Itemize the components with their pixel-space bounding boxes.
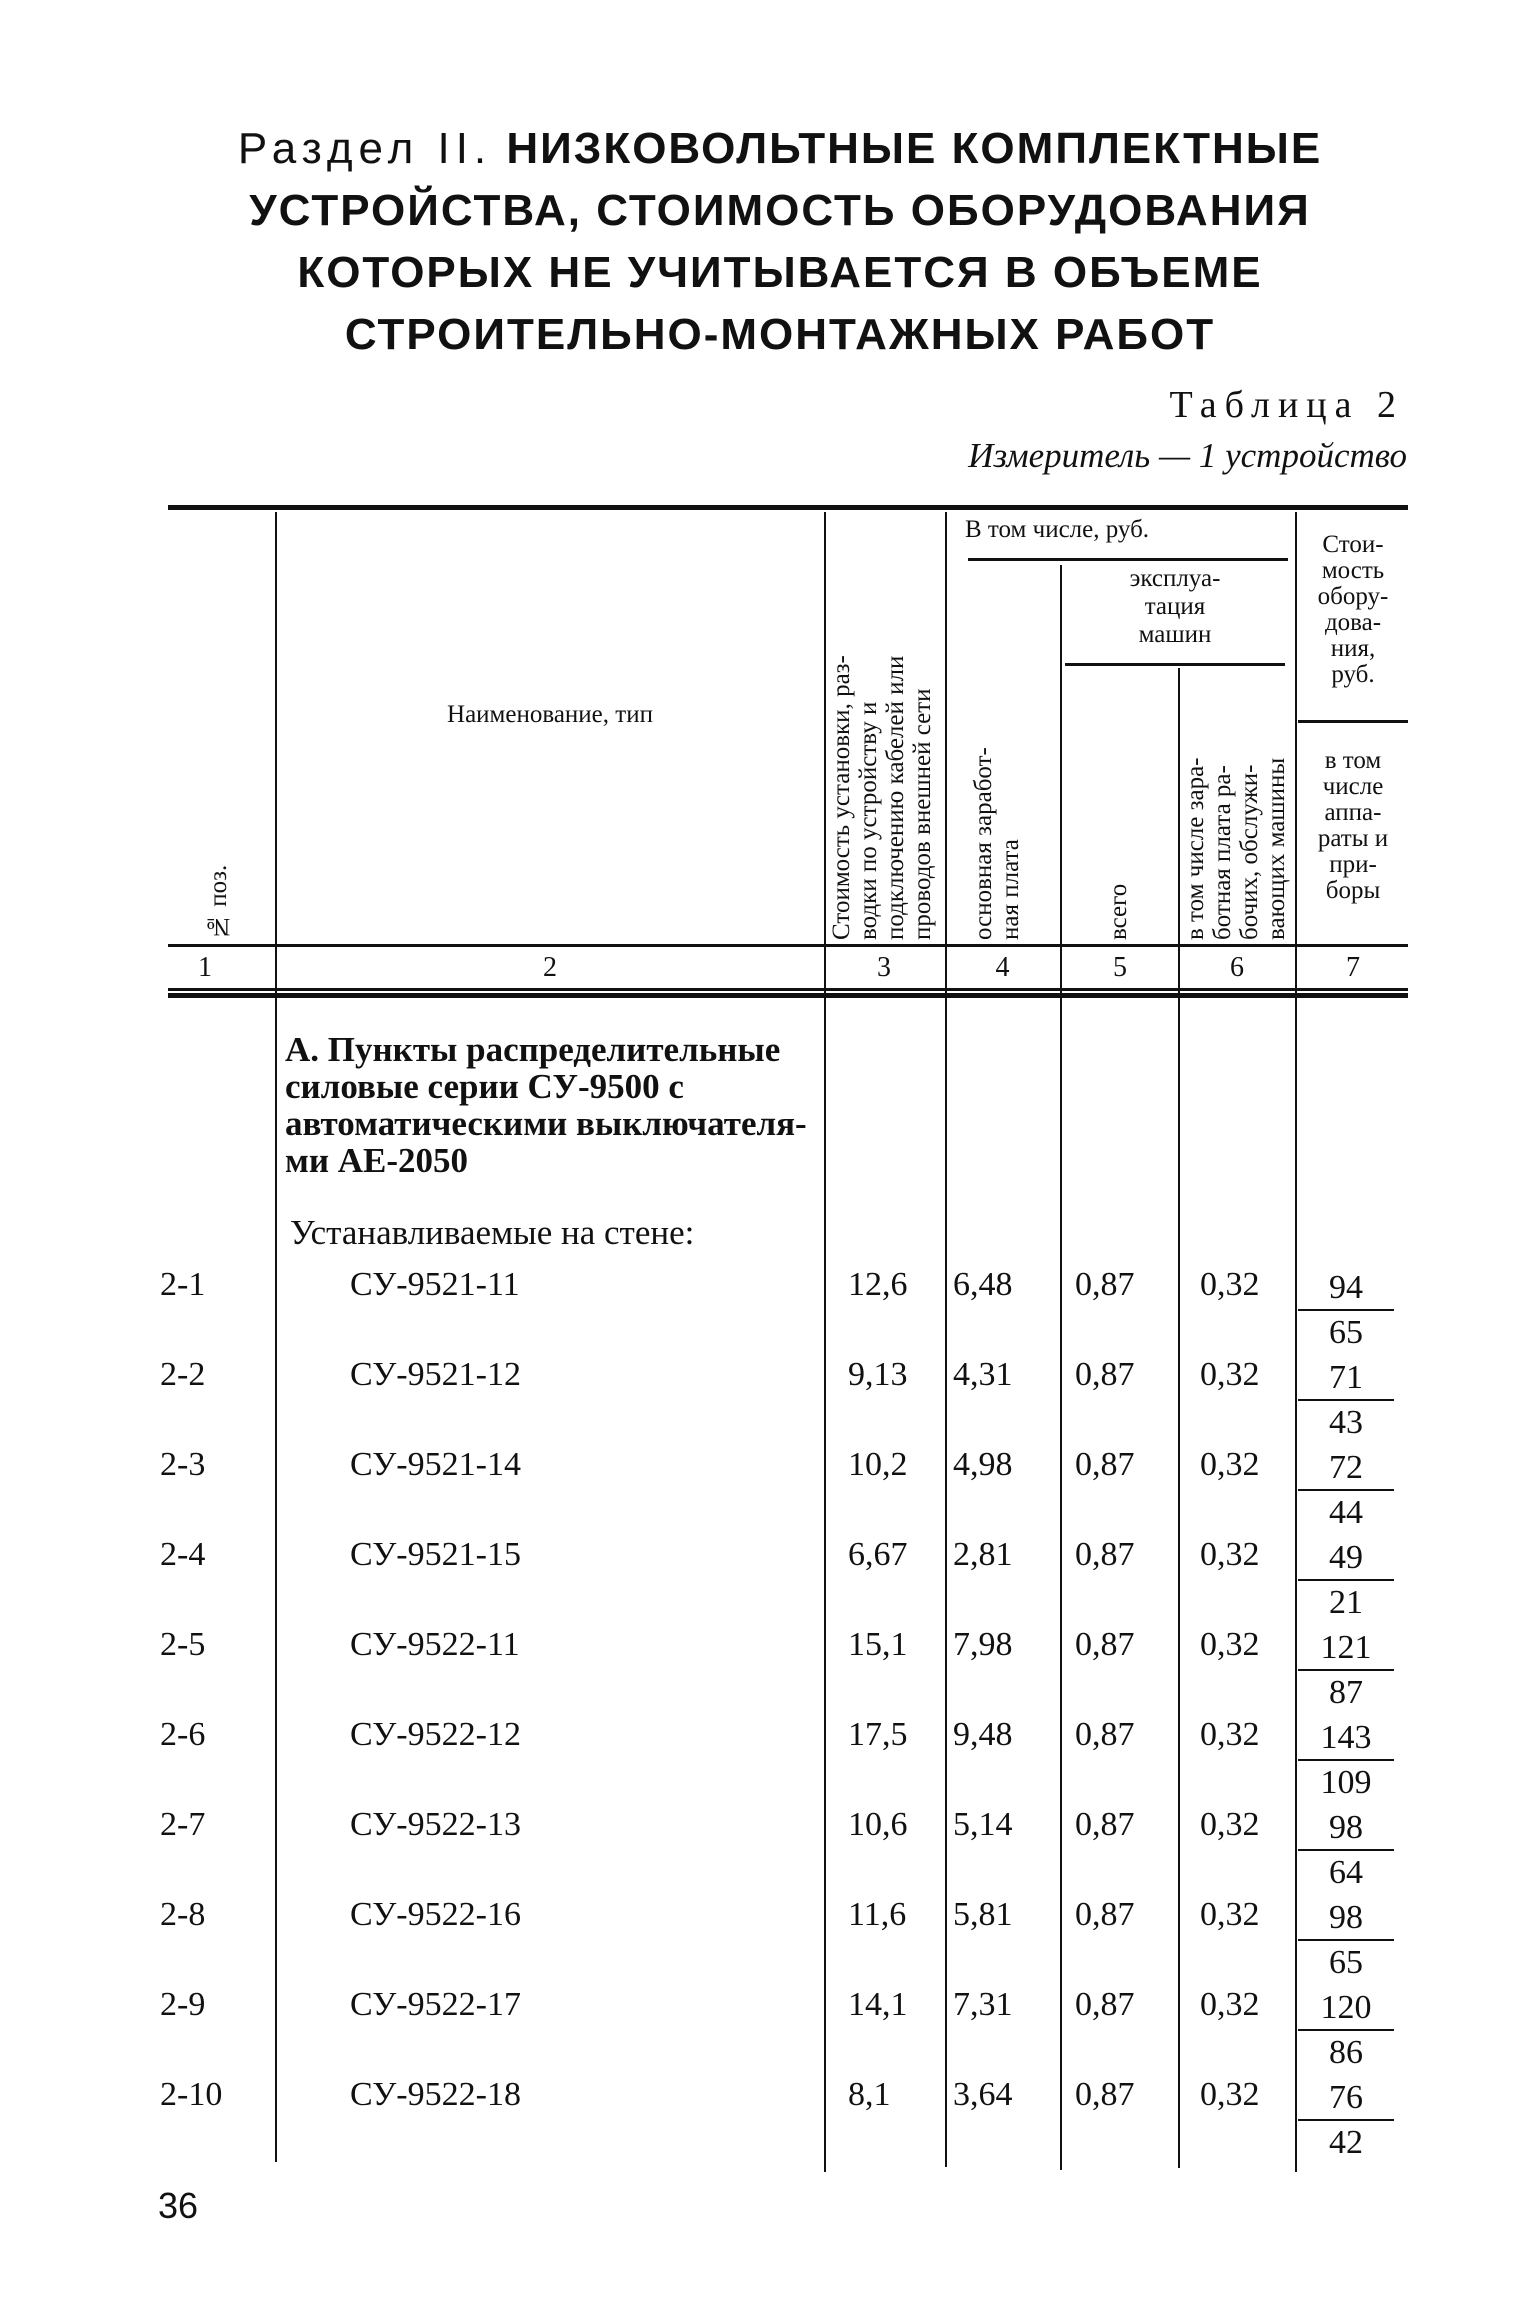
- colnum-top-rule: [168, 988, 1408, 991]
- header-operator-wage: в том числе зара- ботная плата ра- бочих, обслужи- вающих машины: [1182, 757, 1290, 940]
- table-row: [0, 1896, 1522, 1986]
- including-rule: [968, 558, 1288, 561]
- table-row: [0, 1986, 1522, 2076]
- row-machines-wage: 0,32: [1200, 1626, 1260, 1663]
- row-apparatus: 86: [1329, 2034, 1363, 2071]
- row-install: 8,1: [848, 2076, 891, 2113]
- row-wage: 4,31: [953, 1356, 1013, 1393]
- row-equipment: 49: [1298, 1536, 1394, 1581]
- row-equipment: 98: [1298, 1806, 1394, 1851]
- row-machines-wage: 0,32: [1200, 1896, 1260, 1933]
- row-equipment-fraction: [1298, 1356, 1394, 1444]
- group-title: А. Пункты распределительные силовые серии СУ-9500 с автоматическими выключателя-ми АЕ-2050: [285, 1030, 807, 1180]
- row-pos: 2-6: [160, 1716, 206, 1753]
- header-equipment-cost: Стои- мость обору- дова- ния, руб.: [1317, 531, 1389, 688]
- header-machines: эксплуа- тация машин: [1129, 565, 1221, 648]
- table-measure: Измеритель — 1 устройство: [968, 436, 1407, 475]
- table-row: [0, 1626, 1522, 1716]
- row-install: 17,5: [848, 1716, 908, 1753]
- page-number: 36: [158, 2185, 199, 2226]
- row-name: СУ-9522-11: [350, 1626, 520, 1663]
- header-base-wage: основная заработ- ная плата: [970, 747, 1024, 940]
- row-equipment-fraction: [1298, 1986, 1394, 2074]
- row-equipment: 98: [1298, 1896, 1394, 1941]
- row-machines-wage: 0,32: [1200, 1716, 1260, 1753]
- header-name: Наименование, тип: [447, 701, 653, 728]
- header-pos: № поз.: [205, 864, 232, 940]
- row-machines-total: 0,87: [1075, 1806, 1135, 1843]
- row-apparatus: 42: [1329, 2124, 1363, 2161]
- row-wage: 6,48: [953, 1266, 1013, 1303]
- row-name: СУ-9522-18: [350, 2076, 521, 2113]
- row-pos: 2-4: [160, 1536, 206, 1573]
- row-pos: 2-5: [160, 1626, 206, 1663]
- row-name: СУ-9522-17: [350, 1986, 521, 2023]
- row-machines-total: 0,87: [1075, 2076, 1135, 2113]
- row-install: 12,6: [848, 1266, 908, 1303]
- row-equipment-fraction: [1298, 1716, 1394, 1804]
- colnum-1: 1: [198, 952, 212, 983]
- colnum-6: 6: [1230, 952, 1244, 983]
- row-machines-wage: 0,32: [1200, 1356, 1260, 1393]
- row-pos: 2-8: [160, 1896, 206, 1933]
- row-equipment-fraction: [1298, 2076, 1394, 2164]
- equipment-rule: [1298, 720, 1408, 723]
- subgroup-title: Устанавливаемые на стене:: [290, 1213, 695, 1252]
- section-heading-line-2: УСТРОЙСТВА, СТОИМОСТЬ ОБОРУДОВАНИЯ: [249, 186, 1311, 235]
- row-machines-wage: 0,32: [1200, 1266, 1260, 1303]
- row-apparatus: 43: [1329, 1404, 1363, 1441]
- row-name: СУ-9521-14: [350, 1446, 521, 1483]
- row-apparatus: 109: [1320, 1764, 1372, 1801]
- colnum-7: 7: [1346, 952, 1360, 983]
- header-apparatus: в том числе аппа- раты и при- боры: [1317, 747, 1389, 904]
- row-equipment-fraction: [1298, 1626, 1394, 1714]
- row-pos: 2-9: [160, 1986, 206, 2023]
- row-pos: 2-1: [160, 1266, 206, 1303]
- machines-rule: [1065, 663, 1285, 666]
- row-equipment-fraction: [1298, 1896, 1394, 1984]
- row-wage: 7,98: [953, 1626, 1013, 1663]
- table-row: [0, 1536, 1522, 1626]
- row-install: 14,1: [848, 1986, 908, 2023]
- row-equipment-fraction: [1298, 1806, 1394, 1894]
- section-heading-line-3: КОТОРЫХ НЕ УЧИТЫВАЕТСЯ В ОБЪЕМЕ: [297, 248, 1263, 297]
- row-pos: 2-3: [160, 1446, 206, 1483]
- row-install: 6,67: [848, 1536, 908, 1573]
- row-machines-total: 0,87: [1075, 1266, 1135, 1303]
- header-install-cost: Стоимость установки, раз- водки по устройству и подключению кабелей или проводов внешней сети: [828, 655, 936, 940]
- row-pos: 2-10: [160, 2076, 223, 2113]
- row-wage: 5,81: [953, 1896, 1013, 1933]
- row-install: 11,6: [848, 1896, 907, 1933]
- row-machines-total: 0,87: [1075, 1716, 1135, 1753]
- colnum-2: 2: [543, 952, 557, 983]
- row-equipment-fraction: [1298, 1446, 1394, 1534]
- row-machines-total: 0,87: [1075, 1446, 1135, 1483]
- row-name: СУ-9521-12: [350, 1356, 521, 1393]
- table-row: [0, 1356, 1522, 1446]
- colnum-5: 5: [1113, 952, 1127, 983]
- row-wage: 4,98: [953, 1446, 1013, 1483]
- colnum-3: 3: [877, 952, 891, 983]
- section-title-line-1: НИЗКОВОЛЬТНЫЕ КОМПЛЕКТНЫЕ: [506, 124, 1323, 173]
- row-equipment: 72: [1298, 1446, 1394, 1491]
- row-install: 10,6: [848, 1806, 908, 1843]
- row-machines-total: 0,87: [1075, 1986, 1135, 2023]
- header-including: В том числе, руб.: [965, 516, 1150, 543]
- row-machines-wage: 0,32: [1200, 1986, 1260, 2023]
- row-equipment: 94: [1298, 1266, 1394, 1311]
- table-row: [0, 1806, 1522, 1896]
- row-wage: 7,31: [953, 1986, 1013, 2023]
- row-equipment-fraction: [1298, 1266, 1394, 1354]
- row-wage: 2,81: [953, 1536, 1013, 1573]
- row-apparatus: 87: [1329, 1674, 1363, 1711]
- row-apparatus: 65: [1329, 1314, 1363, 1351]
- row-wage: 3,64: [953, 2076, 1013, 2113]
- row-name: СУ-9521-15: [350, 1536, 521, 1573]
- row-pos: 2-2: [160, 1356, 206, 1393]
- row-wage: 5,14: [953, 1806, 1013, 1843]
- section-heading-line-1: [150, 118, 1410, 180]
- section-heading-line-4: СТРОИТЕЛЬНО-МОНТАЖНЫХ РАБОТ: [344, 310, 1216, 359]
- table-row: [0, 1716, 1522, 1806]
- section-prefix: Раздел II.: [237, 124, 493, 173]
- row-equipment: 143: [1298, 1716, 1394, 1761]
- row-equipment: 120: [1298, 1986, 1394, 2031]
- row-apparatus: 64: [1329, 1854, 1363, 1891]
- header-bottom-rule: [168, 944, 1408, 947]
- table-row: [0, 2076, 1522, 2166]
- row-name: СУ-9522-16: [350, 1896, 521, 1933]
- row-equipment: 76: [1298, 2076, 1394, 2121]
- table-row: [0, 1446, 1522, 1536]
- colnum-4: 4: [995, 952, 1010, 983]
- row-equipment: 121: [1298, 1626, 1394, 1671]
- row-pos: 2-7: [160, 1806, 206, 1843]
- row-machines-wage: 0,32: [1200, 1806, 1260, 1843]
- row-install: 10,2: [848, 1446, 908, 1483]
- row-equipment: 71: [1298, 1356, 1394, 1401]
- table-label: Таблица 2: [1169, 384, 1404, 426]
- row-wage: 9,48: [953, 1716, 1013, 1753]
- row-apparatus: 65: [1329, 1944, 1363, 1981]
- row-machines-total: 0,87: [1075, 1626, 1135, 1663]
- row-machines-total: 0,87: [1075, 1356, 1135, 1393]
- row-machines-wage: 0,32: [1200, 2076, 1260, 2113]
- row-machines-wage: 0,32: [1200, 1446, 1260, 1483]
- section-heading: [150, 118, 1410, 366]
- row-name: СУ-9522-12: [350, 1716, 521, 1753]
- row-install: 15,1: [848, 1626, 908, 1663]
- row-machines-total: 0,87: [1075, 1536, 1135, 1573]
- colnum-bottom-rule: [168, 993, 1408, 998]
- row-name: СУ-9522-13: [350, 1806, 521, 1843]
- row-install: 9,13: [848, 1356, 908, 1393]
- row-machines-total: 0,87: [1075, 1896, 1135, 1933]
- table-top-rule: [168, 505, 1408, 510]
- table-row: [0, 1266, 1522, 1356]
- row-equipment-fraction: [1298, 1536, 1394, 1624]
- row-machines-wage: 0,32: [1200, 1536, 1260, 1573]
- header-machines-total: всего: [1105, 883, 1132, 940]
- row-apparatus: 21: [1329, 1584, 1363, 1621]
- row-apparatus: 44: [1329, 1494, 1363, 1531]
- row-name: СУ-9521-11: [350, 1266, 520, 1303]
